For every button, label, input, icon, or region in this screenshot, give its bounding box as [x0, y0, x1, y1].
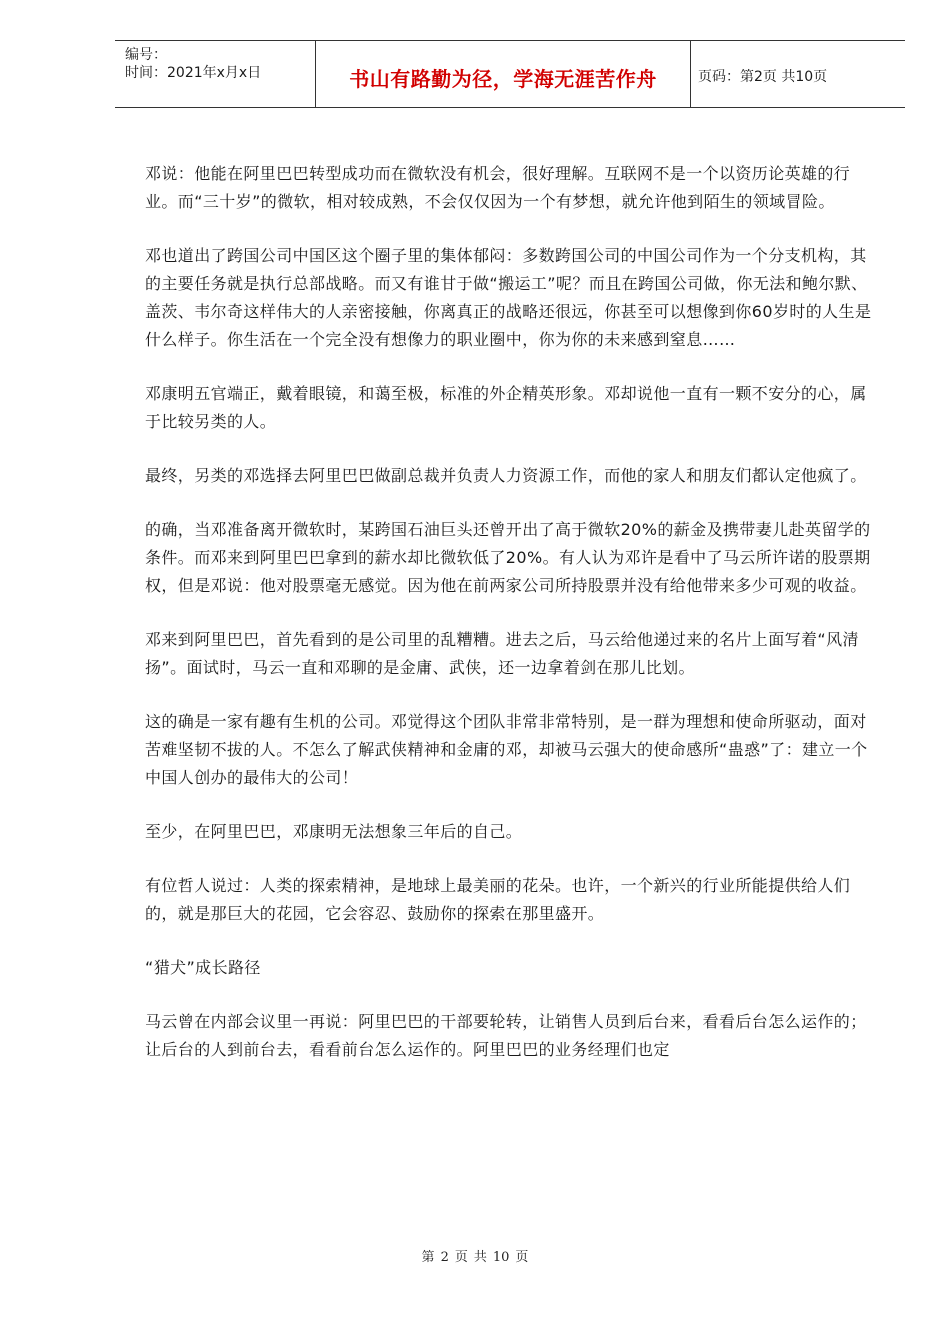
footer-total-pages: 10	[492, 1250, 510, 1265]
paragraph: 最终，另类的邓选择去阿里巴巴做副总裁并负责人力资源工作，而他的家人和朋友们都认定他疯了。	[145, 466, 867, 485]
paragraph: 的确，当邓准备离开微软时，某跨国石油巨头还曾开出了高于微软20%的薪金及携带妻儿赴英留学的条件。而邓来到阿里巴巴拿到的薪水却比微软低了20%。有人认为邓许是看中了马云所许诺的股票期权，但是邓说：他对股票毫无感觉。因为他在前两家公司所持股票并没有给他带来多少可观的收益。	[145, 520, 871, 595]
paragraph: 马云曾在内部会议里一再说：阿里巴巴的干部要轮转，让销售人员到后台来，看看后台怎么运作的；让后台的人到前台去，看看前台怎么运作的。阿里巴巴的业务经理们也定	[145, 1012, 867, 1059]
header-page-info: 页码：第2页 共10页	[698, 69, 828, 85]
document-number-label: 编号：	[125, 47, 167, 63]
paragraph: 邓也道出了跨国公司中国区这个圈子里的集体郁闷：多数跨国公司的中国公司作为一个分支机构，其的主要任务就是执行总部战略。而又有谁甘于做“搬运工”呢？而且在跨国公司做，你无法和鲍尔默、盖茨、韦尔奇这样伟大的人亲密接触，你离真正的战略还很远，你甚至可以想像到你60岁时的人生是什么样子。你生活在一个完全没有想像力的职业圈中，你为你的未来感到窒息……	[145, 246, 872, 349]
header-motto: 书山有路勤为径，学海无涯苦作舟	[349, 67, 657, 91]
footer-gong: 共	[473, 1250, 487, 1265]
paragraph: 邓康明五官端正，戴着眼镜，和蔼至极，标准的外企精英形象。邓却说他一直有一颗不安分的心，属于比较另类的人。	[145, 384, 867, 431]
footer-ye: 页	[454, 1250, 468, 1265]
header-motto-cell	[315, 41, 691, 107]
footer-ye: 页	[515, 1250, 529, 1265]
paragraph: 邓来到阿里巴巴，首先看到的是公司里的乱糟糟。进去之后，马云给他递过来的名片上面写着“风清扬”。面试时，马云一直和邓聊的是金庸、武侠，还一边拿着剑在那儿比划。	[145, 630, 859, 677]
document-time-label: 时间：2021年x月x日	[125, 65, 262, 81]
header-page-cell	[690, 41, 905, 107]
paragraph: 有位哲人说过：人类的探索精神，是地球上最美丽的花朵。也许，一个新兴的行业所能提供给人们的，就是那巨大的花园，它会容忍、鼓励你的探索在那里盛开。	[145, 876, 851, 923]
section-heading: “猎犬”成长路径	[145, 958, 261, 977]
footer-page-number: 2	[440, 1250, 449, 1265]
paragraph: 邓说：他能在阿里巴巴转型成功而在微软没有机会，很好理解。互联网不是一个以资历论英雄的行业。而“三十岁”的微软，相对较成熟，不会仅仅因为一个有梦想，就允许他到陌生的领域冒险。	[145, 164, 851, 211]
page-footer	[0, 1246, 950, 1265]
header-meta-cell	[115, 41, 315, 107]
page-header	[115, 40, 905, 108]
footer-di: 第	[421, 1250, 435, 1265]
document-body	[145, 160, 880, 1090]
paragraph: 至少，在阿里巴巴，邓康明无法想象三年后的自己。	[145, 822, 523, 841]
paragraph: 这的确是一家有趣有生机的公司。邓觉得这个团队非常非常特别，是一群为理想和使命所驱动，面对苦难坚韧不拔的人。不怎么了解武侠精神和金庸的邓，却被马云强大的使命感所“蛊惑”了：建立一个中国人创办的最伟大的公司！	[145, 712, 868, 787]
